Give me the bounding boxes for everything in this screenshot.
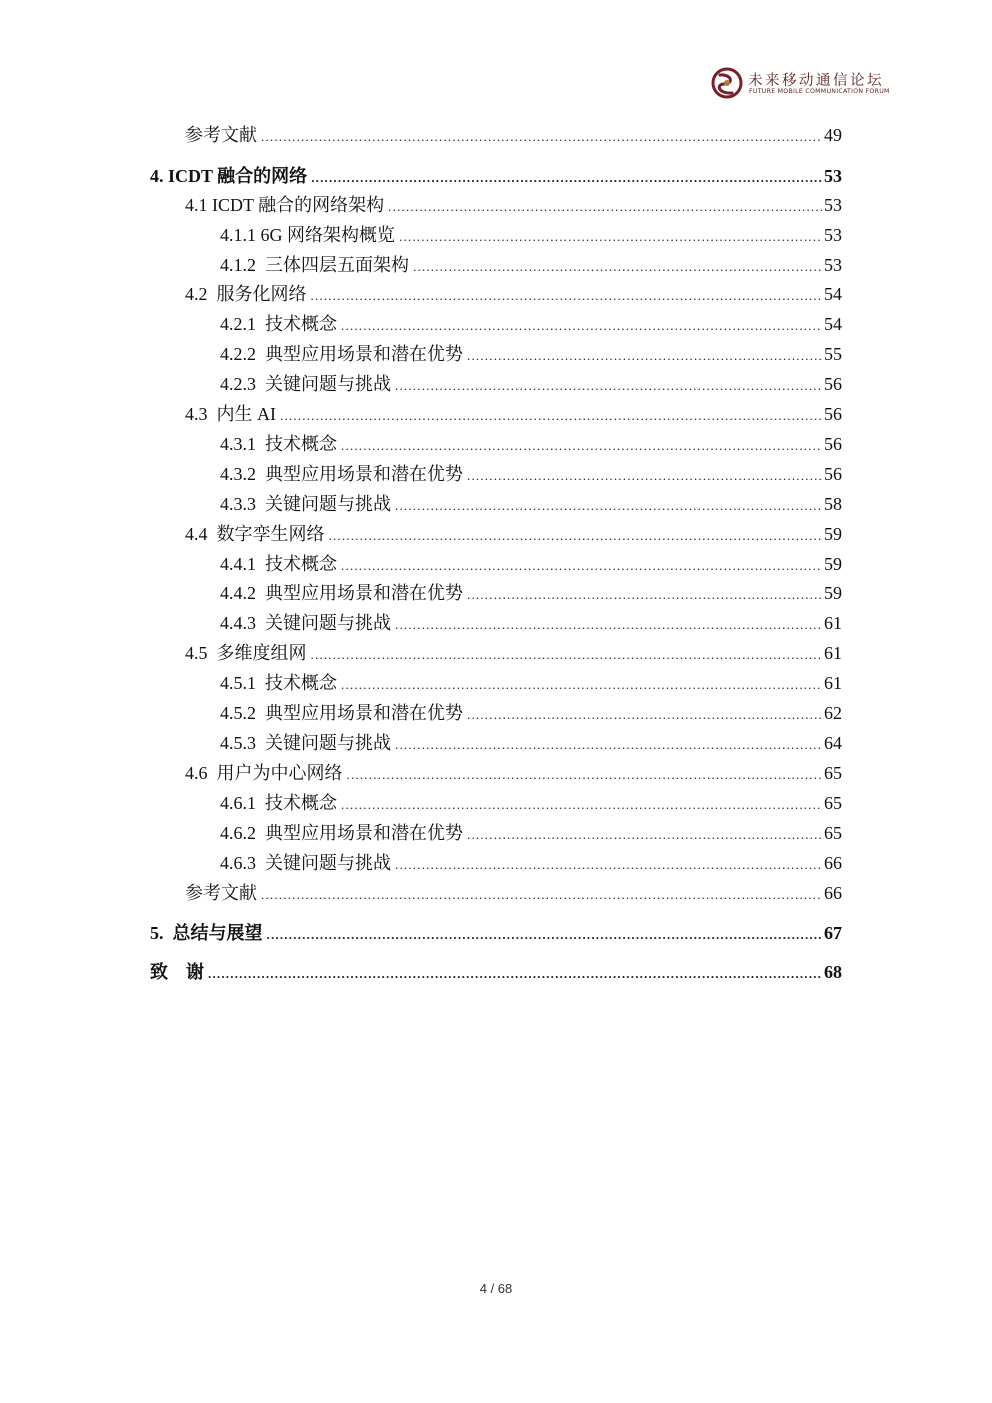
toc-entry-title: 4.6 用户为中心网络 [185, 763, 343, 783]
toc-entry-title: 4.5 多维度组网 [185, 643, 307, 663]
toc-entry-page: 49 [824, 125, 842, 145]
toc-entry[interactable] [185, 523, 842, 545]
toc-entry-title: 4.1 ICDT 融合的网络架构 [185, 195, 385, 215]
toc-entry-page: 56 [824, 434, 842, 454]
toc-dot-leader [311, 285, 823, 307]
toc-entry[interactable] [150, 961, 842, 983]
toc-entry-title: 5. 总结与展望 [150, 923, 263, 943]
toc-entry-title: 4.4 数字孪生网络 [185, 524, 325, 544]
toc-dot-leader [341, 315, 822, 337]
toc-entry-title: 4.3 内生 AI [185, 404, 276, 424]
toc-dot-leader [395, 854, 822, 876]
toc-entry-title: 4.3.3 关键问题与挑战 [220, 494, 391, 514]
toc-entry[interactable] [220, 702, 842, 724]
toc-entry[interactable] [220, 852, 842, 874]
toc-dot-leader [395, 614, 822, 636]
toc-dot-leader [341, 435, 822, 457]
toc-dot-leader [311, 644, 823, 666]
header-logo [710, 66, 890, 102]
toc-entry[interactable] [185, 124, 842, 146]
toc-dot-leader [395, 495, 822, 517]
toc-entry[interactable] [150, 165, 842, 187]
toc-entry[interactable] [220, 822, 842, 844]
toc-dot-leader [341, 794, 822, 816]
toc-entry-title: 4.4.2 典型应用场景和潜在优势 [220, 583, 463, 603]
toc-entry-page: 68 [824, 962, 842, 982]
toc-entry[interactable] [185, 283, 842, 305]
toc-entry-page: 56 [824, 374, 842, 394]
toc-entry-page: 66 [824, 883, 842, 903]
page-number: 4 / 68 [479, 1281, 513, 1296]
logo-chinese-text: 未来移动通信论坛 [748, 73, 884, 89]
toc-entry-page: 65 [824, 793, 842, 813]
toc-entry[interactable] [185, 194, 842, 216]
toc-entry[interactable] [220, 463, 842, 485]
toc-entry-page: 67 [824, 923, 842, 943]
toc-entry[interactable] [150, 922, 842, 944]
toc-entry[interactable] [220, 254, 842, 276]
toc-entry-page: 65 [824, 823, 842, 843]
toc-entry[interactable] [185, 762, 842, 784]
toc-entry-page: 53 [824, 195, 842, 215]
toc-entry-title: 4.1.1 6G 网络架构概览 [220, 225, 395, 245]
toc-entry[interactable] [220, 672, 842, 694]
toc-entry-title: 4.2.2 典型应用场景和潜在优势 [220, 344, 463, 364]
toc-entry-title: 4.2 服务化网络 [185, 284, 307, 304]
toc-entry-title: 4.2.1 技术概念 [220, 314, 337, 334]
toc-entry[interactable] [220, 493, 842, 515]
toc-entry[interactable] [220, 612, 842, 634]
toc-entry-title: 4.4.3 关键问题与挑战 [220, 613, 391, 633]
toc-dot-leader [347, 764, 823, 786]
toc-entry-page: 59 [824, 524, 842, 544]
toc-dot-leader [467, 704, 822, 726]
toc-entry-page: 59 [824, 583, 842, 603]
toc-entry-page: 54 [824, 314, 842, 334]
toc-entry-page: 66 [824, 853, 842, 873]
toc-entry[interactable] [185, 403, 842, 425]
toc-entry[interactable] [185, 642, 842, 664]
toc-entry[interactable] [220, 224, 842, 246]
toc-entry-page: 61 [824, 643, 842, 663]
toc-entry-title: 4.6.3 关键问题与挑战 [220, 853, 391, 873]
toc-dot-leader [280, 405, 822, 427]
toc-dot-leader [261, 126, 822, 148]
toc-entry-title: 4.5.1 技术概念 [220, 673, 337, 693]
toc-dot-leader [467, 465, 822, 487]
toc-entry-page: 61 [824, 673, 842, 693]
toc-entry-title: 4.6.2 典型应用场景和潜在优势 [220, 823, 463, 843]
toc-dot-leader [261, 884, 822, 906]
toc-entry[interactable] [220, 433, 842, 455]
toc-dot-leader [395, 375, 822, 397]
toc-dot-leader [208, 963, 822, 985]
toc-entry-title: 4.2.3 关键问题与挑战 [220, 374, 391, 394]
toc-dot-leader [311, 167, 822, 189]
toc-entry-page: 54 [824, 284, 842, 304]
toc-entry-title: 4.1.2 三体四层五面架构 [220, 255, 409, 275]
logo-english-text: FUTURE MOBILE COMMUNICATION FORUM [749, 88, 890, 95]
toc-entry-page: 53 [824, 225, 842, 245]
toc-dot-leader [413, 256, 822, 278]
toc-entry[interactable] [220, 582, 842, 604]
toc-dot-leader [341, 674, 822, 696]
toc-entry-title: 4. ICDT 融合的网络 [150, 166, 308, 186]
toc-entry-title: 4.3.2 典型应用场景和潜在优势 [220, 464, 463, 484]
toc-entry-title: 4.6.1 技术概念 [220, 793, 337, 813]
toc-entry[interactable] [220, 373, 842, 395]
toc-dot-leader [388, 196, 822, 218]
toc-dot-leader [467, 824, 822, 846]
toc-dot-leader [329, 525, 823, 547]
toc-entry-page: 56 [824, 404, 842, 424]
toc-entry-title: 致 谢 [150, 962, 204, 982]
toc-dot-leader [399, 226, 822, 248]
toc-entry[interactable] [185, 882, 842, 904]
toc-entry-page: 61 [824, 613, 842, 633]
toc-dot-leader [467, 584, 822, 606]
toc-entry-title: 参考文献 [185, 125, 257, 145]
toc-entry[interactable] [220, 313, 842, 335]
toc-entry-page: 53 [824, 255, 842, 275]
toc-dot-leader [267, 924, 823, 946]
toc-entry-page: 64 [824, 733, 842, 753]
toc-dot-leader [395, 734, 822, 756]
forum-logo-icon [710, 66, 744, 100]
toc-entry-title: 4.5.3 关键问题与挑战 [220, 733, 391, 753]
toc-entry[interactable] [220, 553, 842, 575]
toc-dot-leader [467, 345, 822, 367]
toc-entry-title: 参考文献 [185, 883, 257, 903]
toc-dot-leader [341, 555, 822, 577]
toc-entry-title: 4.5.2 典型应用场景和潜在优势 [220, 703, 463, 723]
toc-entry-page: 56 [824, 464, 842, 484]
toc-entry[interactable] [220, 732, 842, 754]
toc-entry-page: 53 [824, 166, 842, 186]
toc-entry-page: 59 [824, 554, 842, 574]
toc-entry-page: 65 [824, 763, 842, 783]
toc-entry-page: 55 [824, 344, 842, 364]
toc-entry[interactable] [220, 343, 842, 365]
toc-entry-page: 62 [824, 703, 842, 723]
toc-entry-page: 58 [824, 494, 842, 514]
toc-entry-title: 4.4.1 技术概念 [220, 554, 337, 574]
toc-entry[interactable] [220, 792, 842, 814]
toc-entry-title: 4.3.1 技术概念 [220, 434, 337, 454]
